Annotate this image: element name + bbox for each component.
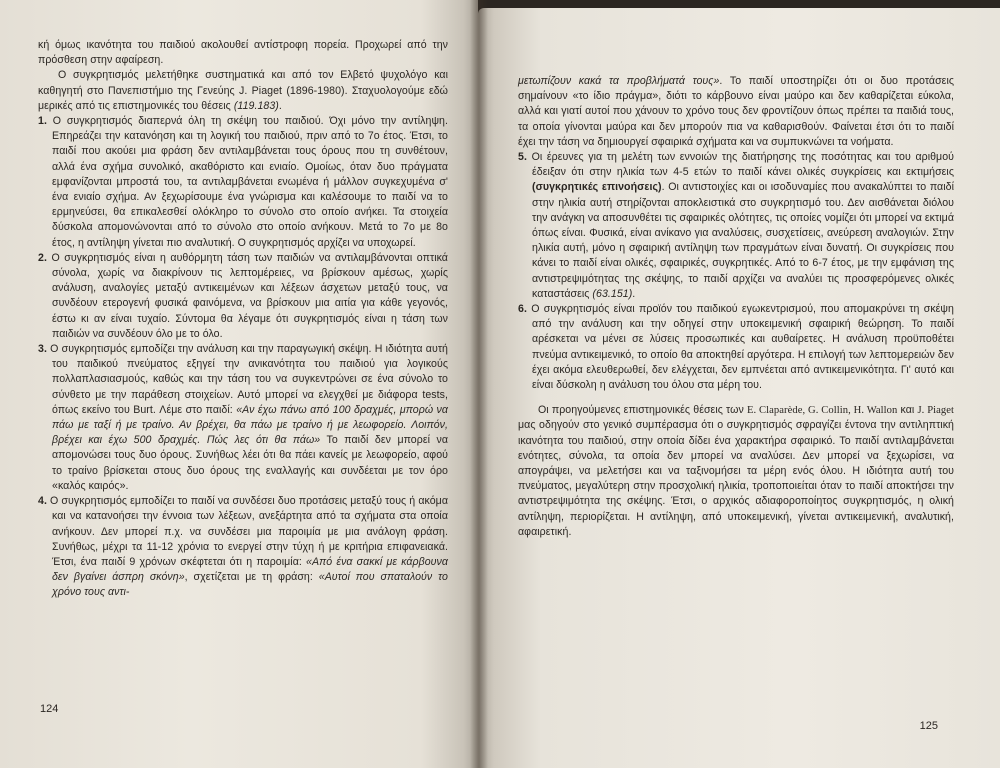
text-run: Ο συγκρητισμός διαπερνά όλη τη σκέψη του παιδιού. Όχι μόνο την αντίληψη. Επηρεάζει την κατανόηση και τη λογική του παιδιού, πριν από το 7ο έτος. Έτσι, το παιδί που ακούει μια φράση δεν αντιλαμβάνεται τους όρους που τη συνθέτουν, αλλά ένα σχήμα συνολικό, ακαθόριστο και ενιαίο. Ομοίως, όταν δυο πράγματα εμφανίζονται μπροστά του, τα αντιλαμβάνεται ενωμένα ή μάλλον συγκεχυμένα σ' ένα ενιαίο σχήμα. Αν ξεχωρίσουμε ένα γνώρισμα και καλέσουμε το παιδί να το ερμηνεύσει, θα επικαλεσθεί ολόκληρο το σύνολο στο οποίο ανήκει. Τα στοιχεία δύσκολα απομονώνονται από το σύνολο στο οποίο ανήκουν. Μετά το 7ο με 8ο έτος, η αντίληψη γίνεται πιο αναλυτική. Ο συγκρητισμός αρχίζει να υποχωρεί. (52, 115, 448, 249)
paragraph-number: 3. (38, 343, 51, 356)
paragraph-number: 1. (38, 115, 53, 128)
numbered-paragraph (38, 342, 448, 494)
right-page-text (518, 74, 954, 540)
text-run: (συγκρητικές επινοήσεις) (532, 181, 662, 194)
text-run: Ο συγκρητισμός μελετήθηκε συστηματικά και από τον Ελβετό ψυχολόγο και καθηγητή στο Πανεπιστήμιο της Γενεύης J. Piaget (1896-1980). Σταχυολογούμε εδώ μερικές από τις επιστημονικές του θέσεις (38, 69, 448, 112)
text-run: και (897, 404, 918, 417)
numbered-paragraph (518, 302, 954, 393)
text-run: E. Claparède, G. Collin, H. Wallon (746, 405, 898, 417)
left-page-text (38, 38, 448, 601)
paragraph (38, 68, 448, 114)
right-page-number: 125 (919, 720, 938, 732)
right-page (478, 8, 1000, 768)
paragraph-number: 6. (518, 303, 532, 316)
text-run: J. Piaget (917, 405, 954, 417)
text-run: μετωπίζουν κακά τα προβλήματά τους» (518, 75, 720, 87)
text-run: κή όμως ικανότητα του παιδιού ακολουθεί αντίστροφη πορεία. Προχωρεί από την πρόσθεση στην αφαίρεση. (38, 39, 448, 67)
text-run: Οι έρευνες για τη μελέτη των εννοιών της διατήρησης της ποσότητας και του αριθμού έδειξαν ότι στην ηλικία των 4-5 ετών το παιδί κάνει ολικές συγκρίσεις και εκτιμήσεις (531, 151, 954, 179)
paragraph-number: 4. (38, 495, 51, 508)
numbered-paragraph (38, 494, 448, 600)
text-run: Ο συγκρητισμός εμποδίζει το παιδί να συνδέσει δυο προτάσεις μεταξύ τους ή ακόμα και να κατανοήσει την έννοια των λέξεων, ανεξάρτητα από τα σχήματα στα οποία ανήκουν. Δεν μπορεί π.χ. να συνδέσει μια παροιμία με μια ανάλογη φράση. Συνήθως, μέχρι τα 11-12 χρόνια το ενεργεί στην τύχη ή με κριτήρια επιφανειακά. Έτσι, ένα παιδί 9 χρόνων σκέφτεται ότι η παροιμία: (50, 495, 448, 568)
book-gutter (470, 0, 488, 768)
text-run: «Αν έχω πάνω από 100 δραχμές, μπορώ να πάω με ταξί ή με τραίνο. Αν βρέχει, θα πάω με τραίνο ή με λεωφορείο. Λοιπόν, βρέχει και έχω 500 δραχμές. Πώς λες ότι θα πάω» (52, 403, 448, 447)
text-run: μας οδηγούν στο γενικό συμπέρασμα ότι ο συγκρητισμός σφραγίζει έντονα την αντιληπτική ικανότητα του παιδιού, στην οποία δίδει ένα χαρακτήρα σφαιρικό. Το παιδί αντιλαμβάνεται ενότητες, σύνολα, τα οποία δεν μπορεί να αναλύσει. Δεν μπορεί να ξεχωρίσει, να απογράψει, να μελετήσει και να ταξινομήσει τα μέρη ενός όλου. Η ιδιότητα αυτή του πνεύματος, μεγαλύτερη στην προσχολική ηλικία, τροποποιείται όταν το παιδί αποκτήσει την αντιστρεψιμότητα της σκέψης. Έτσι, ο αρχικός αδιαφοροποίητος συγκρητισμός, η ολική αντίληψη, περιορίζεται. Η αντίληψη, από υποκειμενική, γίνεται αντικειμενική, αναλυτική, αφαιρετική. (518, 419, 954, 538)
paragraph-gap (518, 393, 954, 403)
text-run: Ο συγκρητισμός είναι προϊόν του παιδικού εγωκεντρισμού, που απομακρύνει τη σκέψη από την ανάλυση και την οδηγεί στην υποκειμενική σφαιρική θεώρηση. Το παιδί αρέσκεται να μένει σε λύσεις προσωπικές και αυθαίρετες. Η ανάλυση προϋποθέτει πνεύμα αντικειμενικό, το οποίο θα αποκτηθεί αργότερα. Η επιλογή των λεπτομερειών δεν έχει ακόμα ελευθερωθεί, δεν ελέγχεται, δεν εμπνέεται από αντικειμενικότητα. Γι' αυτό και είναι δύσκολη η ανάλυση του όλου στα μέρη του. (531, 303, 954, 392)
text-run: . (278, 99, 282, 112)
paragraph (518, 74, 954, 150)
paragraph-number: 2. (38, 251, 52, 264)
text-run: «Αυτοί που σπαταλούν το χρόνο τους αντι- (52, 571, 448, 599)
text-run: «Από ένα σακκί με κάρβουνα δεν βγαίνει άσπρη σκόνη» (52, 555, 448, 584)
text-run: Ο συγκρητισμός εμποδίζει την ανάλυση και την παραγωγική σκέψη. Η ιδιότητα αυτή του παιδικού πνεύματος εξηγεί την ανικανότητα του παιδιού για λογικούς πολλαπλασιασμούς, καθώς και την τάση του να συγκεντρώνει σε ένα σύνολο το σύνθετο με την παράθεση στοιχείων. Αυτό μπορεί να ελεγχθεί με διάφορα tests, όπως εκείνο του Burt. Λέμε στο παιδί: (50, 343, 448, 416)
paragraph (518, 403, 954, 540)
paragraph-number: 5. (518, 151, 532, 164)
text-run: Οι προηγούμενες επιστημονικές θέσεις των (538, 404, 747, 417)
text-run: . Το παιδί υποστηρίζει ότι οι δυο προτάσεις σημαίνουν «το ίδιο πράγμα», διότι το κάρβουνο είναι μαύρο και δεν καθαρίζεται εύκολα, αλλά και γιατί αυτοί που χάνουν το χρόνο τους δεν φροντίζουν όπως πρέπει τα παιδιά τους, τα οποία γίνονται μαύρα και δεν μπορούν πια να καθαρισθούν. Φαίνεται έτσι ότι το παιδί έχει την τάση να δημιουργεί σφαιρικά σχήματα και να συμπυκνώνει τα νοήματα. (518, 75, 954, 148)
numbered-paragraph (38, 114, 448, 251)
numbered-paragraph (38, 251, 448, 342)
text-run: . (632, 287, 636, 300)
text-run: (119.183) (233, 99, 279, 112)
left-page-number: 124 (40, 703, 59, 715)
text-run: Ο συγκρητισμός είναι η αυθόρμητη τάση των παιδιών να αντιλαμβάνονται οπτικά σύνολα, χωρίς να διακρίνουν τις λεπτομέρειες, να βρίσκουν αμέσως, χωρίς ανάλυση, αναλογίες μεταξύ αντικειμένων και λέξεων άσχετων μεταξύ τους, να συνδέουν ετερογενή φυσικά φαινόμενα, να βρίσκουν μια αιτία για κάθε γεγονός, έστω κι αν είναι τυχαίο. Σύντομα θα λέγαμε ότι συγκρητισμός είναι η τάση των παιδιών να συνδέουν όλο με το όλο. (51, 251, 448, 340)
text-run: Το παιδί δεν μπορεί να απομονώσει τους δυο όρους. Συνήθως λέει ότι θα πάει κανείς με λεωφορείο, αφού το τραίνο βρίσκεται στους δυο όρους της εναλλαγής και συνδέεται με τον όρο «καλός καιρός». (52, 434, 448, 492)
text-run: , σχετίζεται με τη φράση: (184, 571, 319, 584)
numbered-paragraph (518, 150, 954, 302)
left-page (0, 0, 478, 768)
text-run: . Οι αντιστοιχίες και οι ισοδυναμίες που ανακαλύπτει το παιδί στην ηλικία αυτή στηρίζονται αποκλειστικά στο συγκρητισμό του. Δεν αισθάνεται διόλου την ανάγκη να αποσυνθέτει τις σφαιρικές ολότητες, τις οποίες νομίζει ότι μπορεί να εκτιμά όπως είναι. Φυσικά, είναι ανίκανο για αναλύσεις, συσχετίσεις, ανεύρεση αναλογιών. Στην ηλικία αυτή, μόνο η σφαιρική αντίληψη των πραγμάτων είναι δυνατή. Οι συγκρίσεις που κάνει το παιδί είναι ολικές, σφαιρικές, συγκρητικές. Από το 6-7 έτος, με την εμφάνιση της αντιστρεψιμότητας της σκέψης, το παιδί αρχίζει να αναλύει τις προσφερόμενες ολικές καταστάσεις (532, 181, 954, 300)
text-run: (63.151) (592, 287, 633, 300)
paragraph (38, 38, 448, 68)
